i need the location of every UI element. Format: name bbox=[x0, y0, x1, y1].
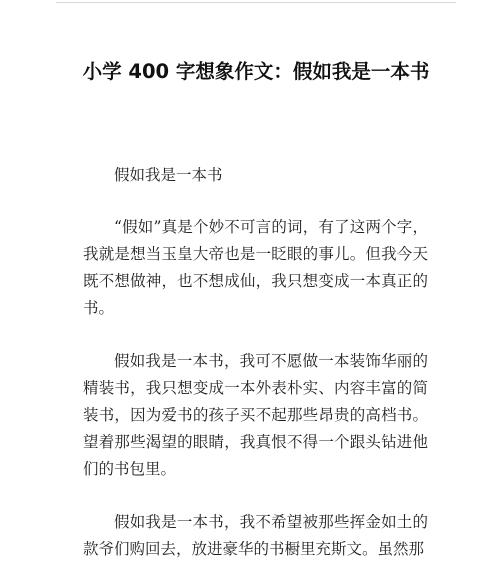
paragraph-3: 假如我是一本书，我不希望被那些挥金如土的款爷们购回去，放进豪华的书橱里充斯文。虽然那 bbox=[83, 513, 428, 558]
paragraph-1: “假如”真是个妙不可言的词，有了这两个字，我就是想当玉皇大帝也是一眨眼的事儿。但我今天既不想做神，也不想成仙，我只想变成一本真正的书。 bbox=[83, 218, 428, 317]
page-top-divider bbox=[56, 2, 456, 3]
document-body bbox=[83, 162, 428, 565]
paragraph-2: 假如我是一本书，我可不愿做一本装饰华丽的精装书，我只想变成一本外表朴实、内容丰富的简装书，因为爱书的孩子买不起那些昂贵的高档书。望着那些渴望的眼睛，我真恨不得一个跟头钻进他们的书包里。 bbox=[83, 352, 428, 478]
essay-subheading: 假如我是一本书 bbox=[114, 166, 223, 184]
document-title: 小学 400 字想象作文：假如我是一本书 bbox=[82, 60, 430, 83]
